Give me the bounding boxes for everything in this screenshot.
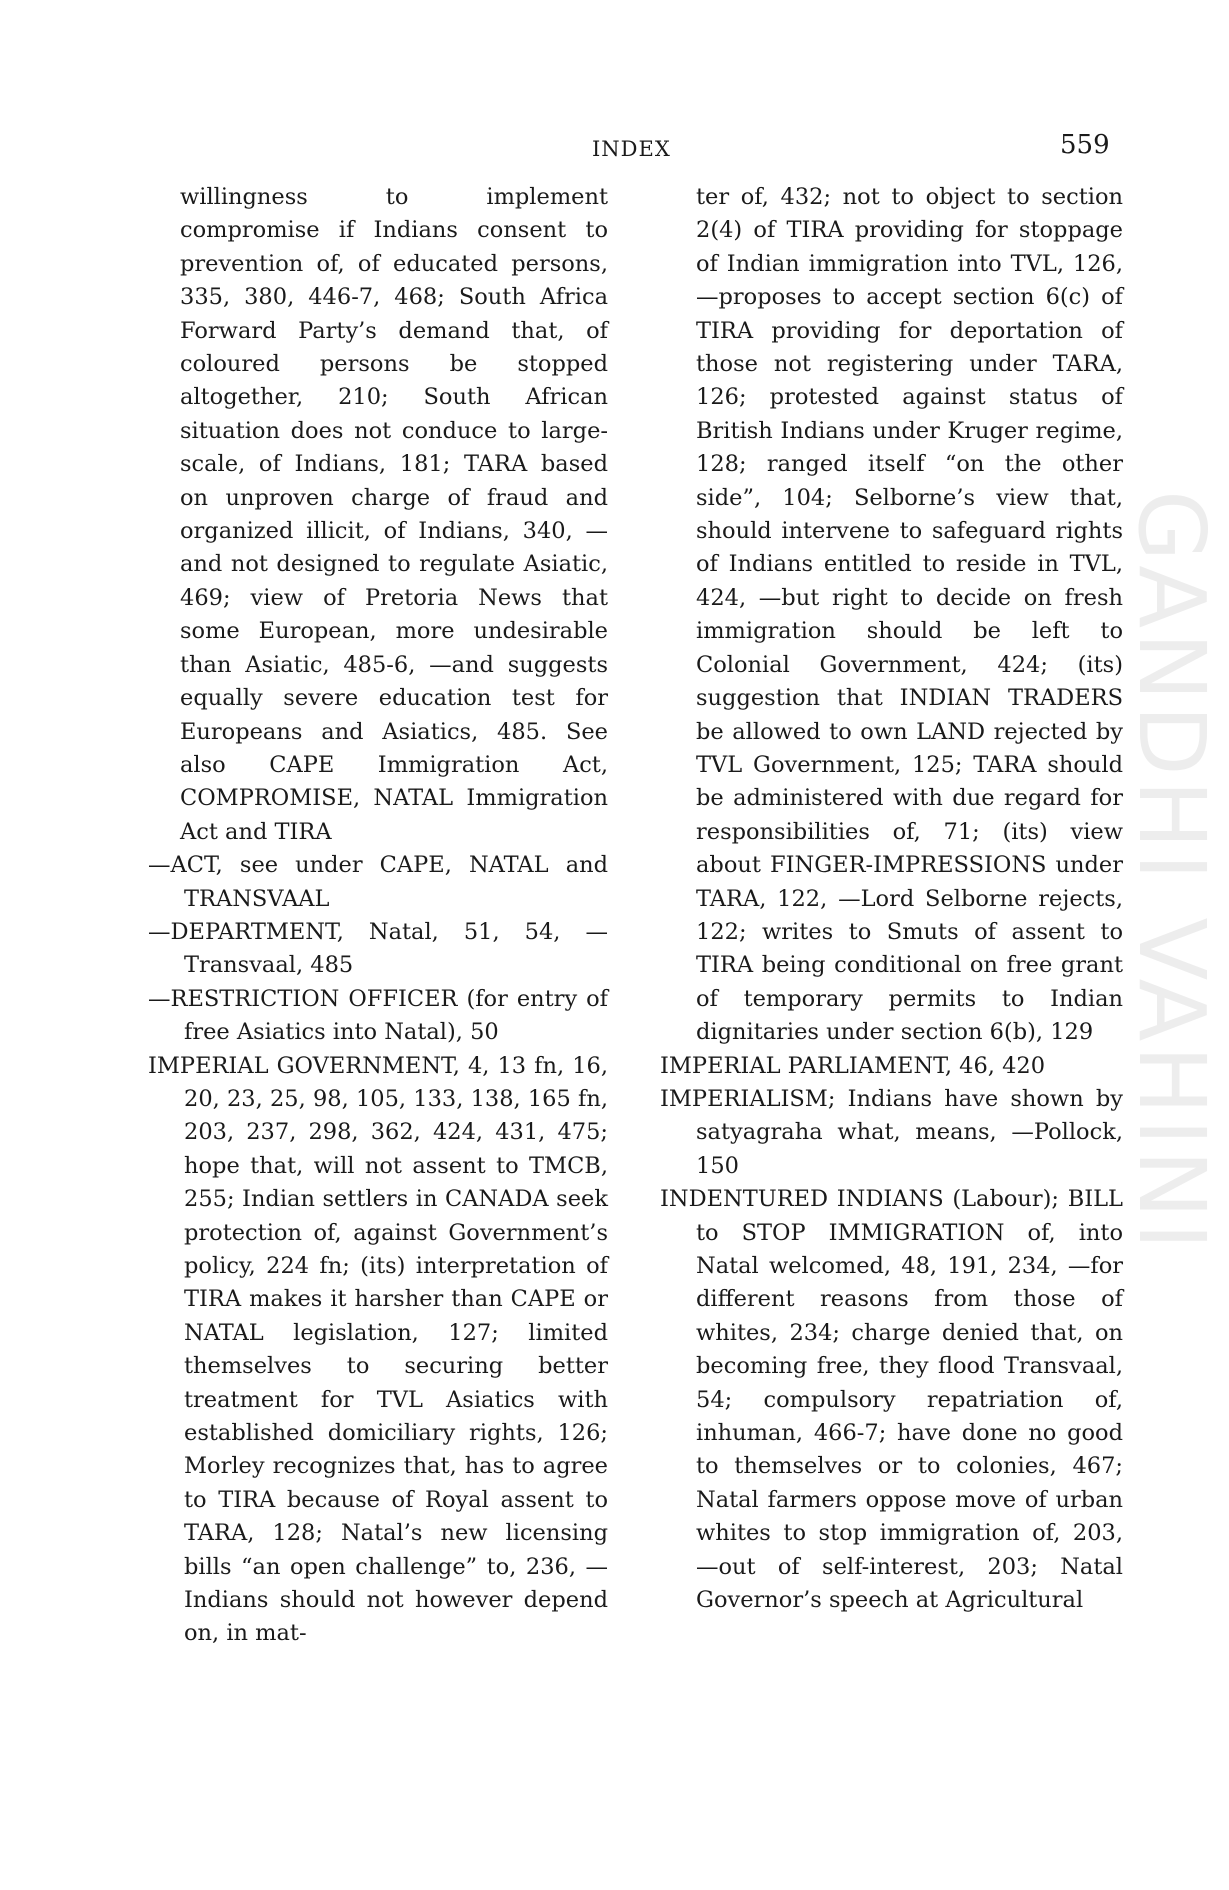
index-entry: ter of, 432; not to object to section 2(4) of TIRA providing for stoppage of Indian immigration into TVL, 126, —proposes to accept section 6(c) of TIRA providing for deportation of those not registering under TARA, 126; protested against status of British Indians under Kruger regime, 128; ranged itself “on the other side”, 104; Selborne’s view that, should intervene to safeguard rights of Indians entitled to reside in TVL, 424, —but right to decide on fresh immigration should be left to Colonial Government, 424; (its) suggestion that INDIAN TRADERS be allowed to own LAND rejected by TVL Government, 125; TARA should be administered with due regard for responsibilities of, 71; (its) view about FINGER-IMPRESSIONS under TARA, 122, —Lord Selborne rejects, 122; writes to Smuts of assent to TIRA being conditional on free grant of temporary permits to Indian dignitaries under section 6(b), 129 [696, 184, 1123, 1046]
index-entry: IMPERIAL PARLIAMENT, 46, 420 [660, 1052, 1046, 1079]
index-entry: IMPERIALISM; Indians have shown by satyagraha what, means, —Pollock, 150 [660, 1085, 1123, 1179]
watermark: GANDHI VAHINI [1118, 490, 1225, 1254]
index-column-left [148, 181, 608, 1651]
index-entry: willingness to implement compromise if Indians consent to prevention of, of educated persons, 335, 380, 446-7, 468; South Africa Forward Party’s demand that, of coloured persons be stopped altogether, 210; South African situation does not conduce to large-scale, of Indians, 181; TARA based on unproven charge of fraud and organized illicit, of Indians, 340, —and not designed to regulate Asiatic, 469; view of Pretoria News that some European, more undesirable than Asiatic, 485-6, —and suggests equally severe education test for Europeans and Asiatics, 485. See also CAPE Immigration Act, COMPROMISE, NATAL Immigration Act and TIRA [180, 184, 608, 845]
page-number: 559 [1060, 130, 1110, 160]
index-entry: —ACT, see under CAPE, NATAL and TRANSVAAL [148, 852, 608, 912]
index-column-right [660, 181, 1123, 1617]
index-entry: —DEPARTMENT, Natal, 51, 54, —Transvaal, 485 [148, 918, 608, 979]
index-entry: INDENTURED INDIANS (Labour); BILL to STOP IMMIGRATION of, into Natal welcomed, 48, 191, 234, —for different reasons from those of whites, 234; charge denied that, on becoming free, they flood Transvaal, 54; compulsory repatriation of, inhuman, 466-7; have done no good to themselves or to colonies, 467; Natal farmers oppose move of urban whites to stop immigration of, 203, —out of self-interest, 203; Natal Governor’s speech at Agricultural [660, 1186, 1123, 1614]
running-head: INDEX [592, 137, 671, 161]
index-entry: —RESTRICTION OFFICER (for entry of free Asiatics into Natal), 50 [148, 985, 608, 1046]
index-entry: IMPERIAL GOVERNMENT, 4, 13 fn, 16, 20, 23, 25, 98, 105, 133, 138, 165 fn, 203, 237, 298, 362, 424, 431, 475; hope that, will not assent to TMCB, 255; Indian settlers in CANADA seek protection of, against Government’s policy, 224 fn; (its) interpretation of TIRA makes it harsher than CAPE or NATAL legislation, 127; limited themselves to securing better treatment for TVL Asiatics with established domiciliary rights, 126; Morley recognizes that, has to agree to TIRA because of Royal assent to TARA, 128; Natal’s new licensing bills “an open challenge” to, 236, —Indians should not however depend on, in mat- [148, 1052, 608, 1647]
